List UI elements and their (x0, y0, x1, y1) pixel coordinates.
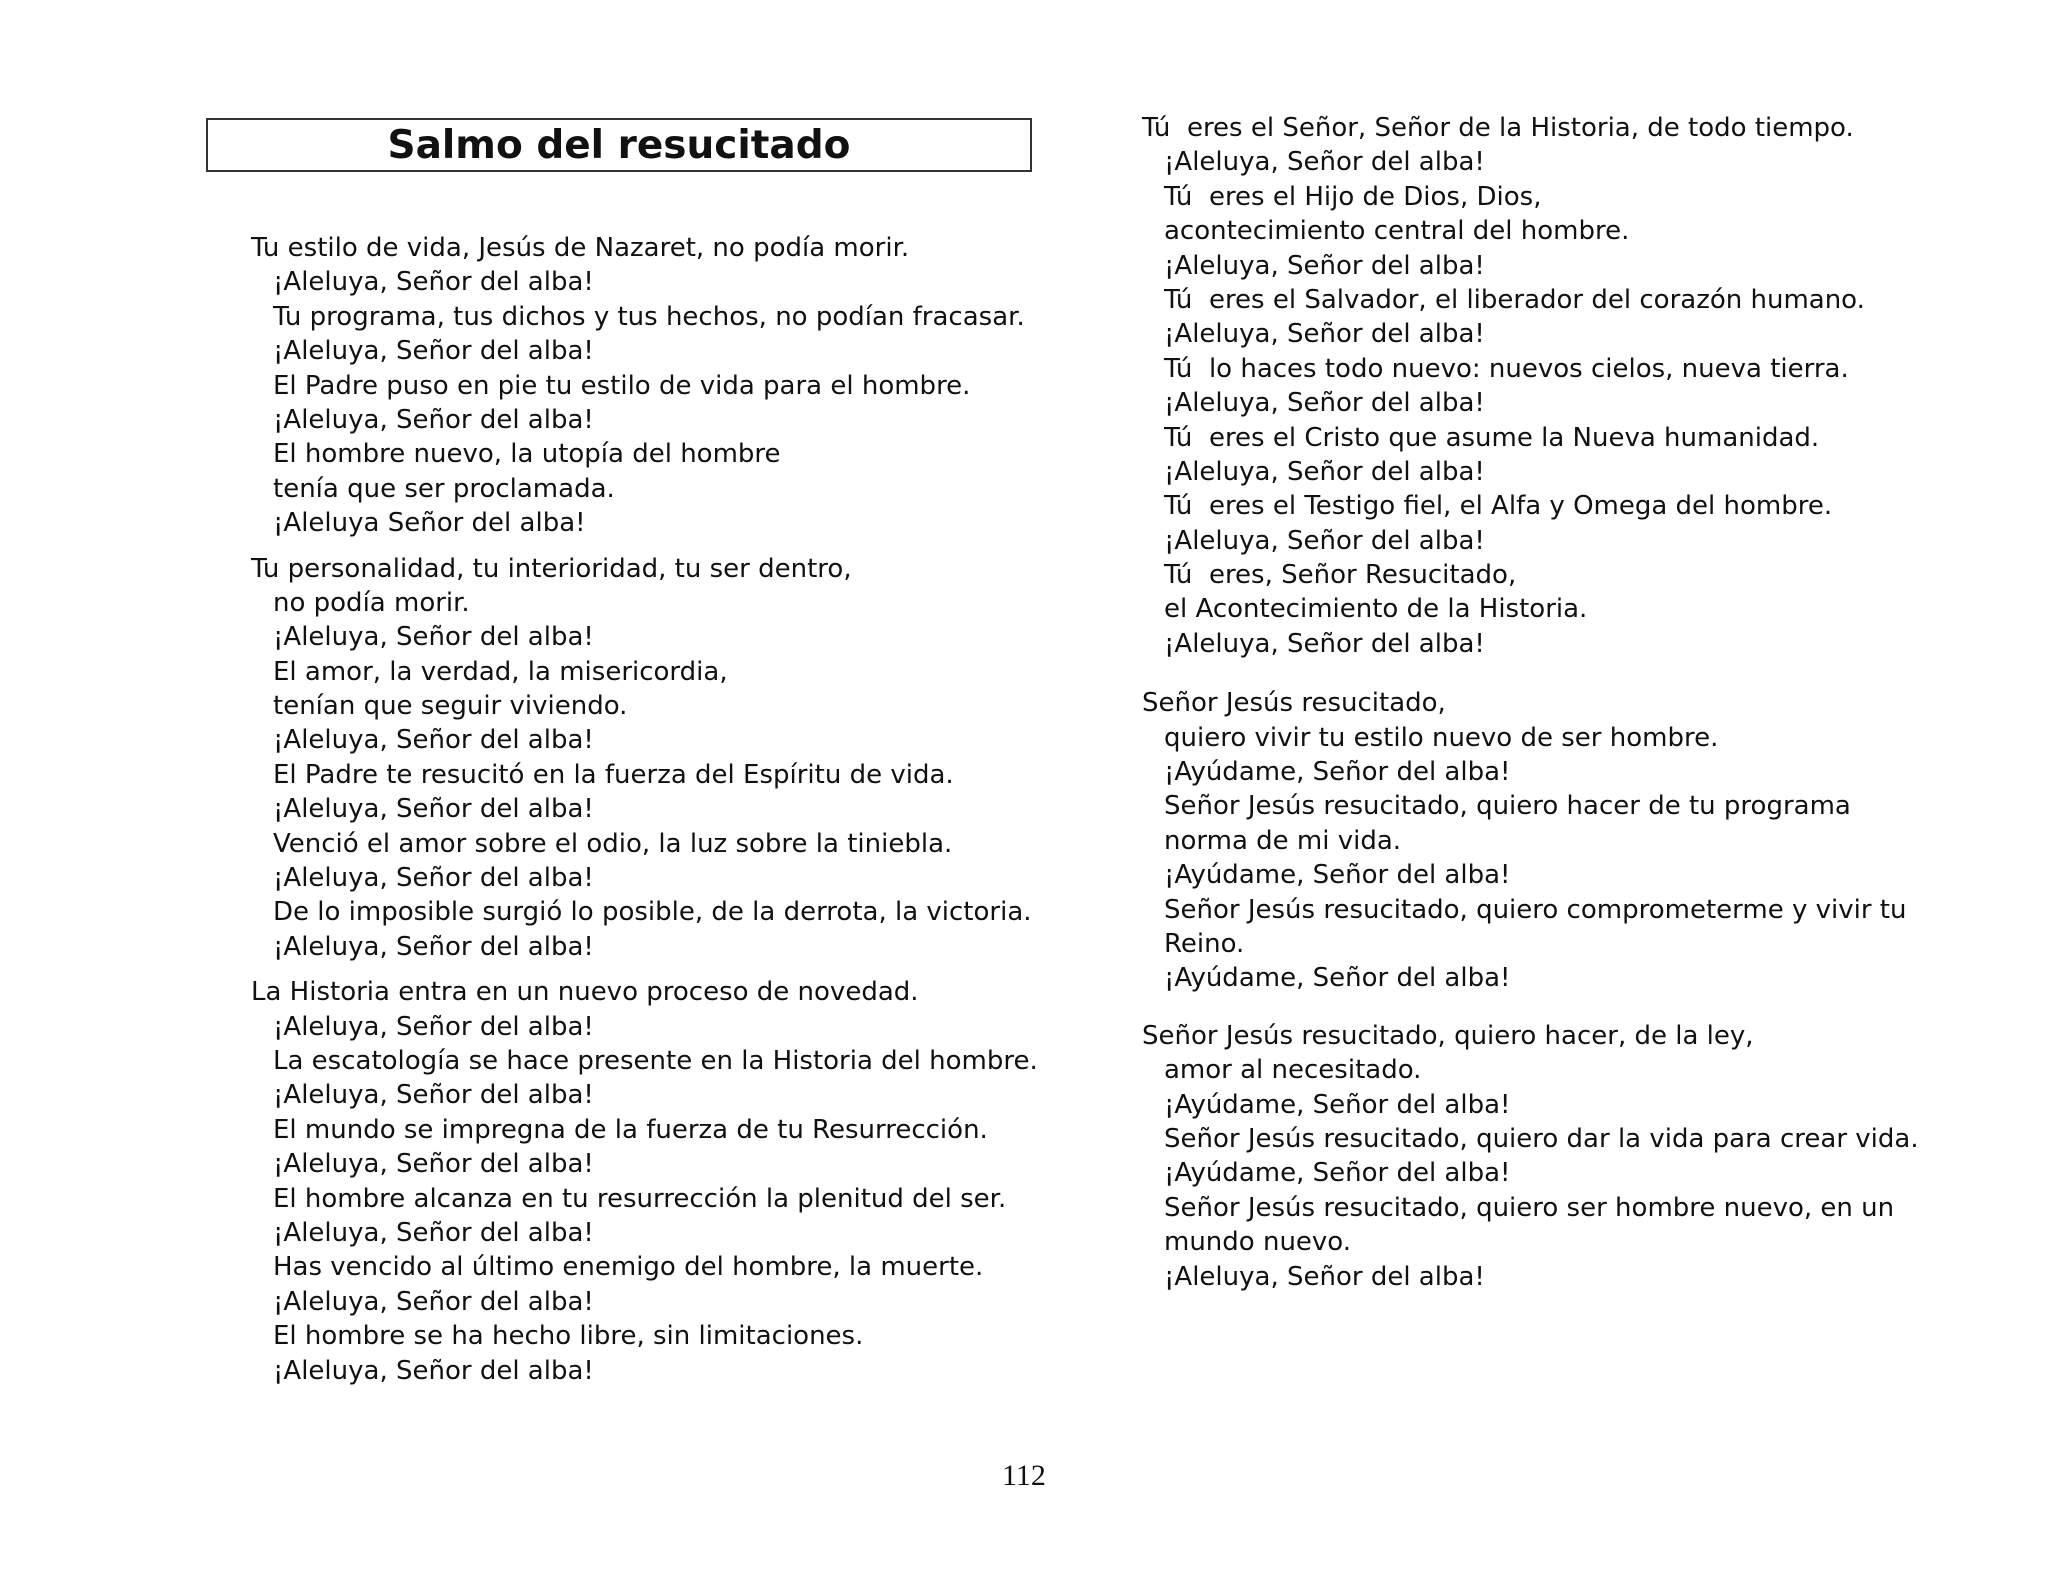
verse-line: El amor, la verdad, la misericordia, (273, 656, 728, 687)
verse-line: Señor Jesús resucitado, quiero ser hombre nuevo, en un (1164, 1192, 1895, 1223)
page-number: 112 (1002, 1459, 1046, 1492)
refrain-line: ¡Aleluya, Señor del alba! (273, 404, 594, 435)
refrain-line: ¡Ayúdame, Señor del alba! (1164, 757, 1511, 788)
verse-line: norma de mi vida. (1164, 825, 1402, 856)
refrain-line: ¡Aleluya, Señor del alba! (1164, 388, 1485, 419)
refrain-line: ¡Aleluya, Señor del alba! (1164, 1261, 1485, 1292)
verse-line: El hombre se ha hecho libre, sin limitaciones. (273, 1321, 864, 1352)
refrain-line: ¡Aleluya, Señor del alba! (273, 725, 594, 756)
verse-line: mundo nuevo. (1164, 1227, 1352, 1258)
refrain-line: ¡Aleluya, Señor del alba! (273, 1149, 594, 1180)
left-column (251, 231, 1038, 1388)
verse-line: Reino. (1164, 928, 1245, 959)
refrain-line: ¡Aleluya, Señor del alba! (273, 1355, 594, 1386)
refrain-line: ¡Aleluya, Señor del alba! (273, 1217, 594, 1248)
verse-line: el Acontecimiento de la Historia. (1164, 594, 1588, 625)
verse-line: Tú eres el Señor, Señor de la Historia, de todo tiempo. (1142, 113, 1854, 143)
verse-line: Señor Jesús resucitado, quiero dar la vida para crear vida. (1164, 1123, 1919, 1154)
refrain-line: ¡Aleluya, Señor del alba! (273, 1080, 594, 1111)
verse-line: El Padre puso en pie tu estilo de vida para el hombre. (273, 370, 971, 401)
title-box (206, 118, 1032, 172)
verse-line: De lo imposible surgió lo posible, de la derrota, la victoria. (273, 897, 1032, 928)
stanza (1142, 111, 1919, 661)
stanza (251, 552, 1038, 965)
stanza (251, 975, 1038, 1388)
verse-line: El mundo se impregna de la fuerza de tu Resurrección. (273, 1114, 988, 1145)
refrain-line: ¡Aleluya, Señor del alba! (1164, 456, 1485, 487)
refrain-line: ¡Aleluya, Señor del alba! (273, 863, 594, 894)
page-title: Salmo del resucitado (387, 123, 851, 168)
verse-line: acontecimiento central del hombre. (1164, 216, 1630, 247)
verse-line: La escatología se hace presente en la Historia del hombre. (273, 1045, 1038, 1076)
verse-line: amor al necesitado. (1164, 1055, 1422, 1086)
refrain-line: ¡Aleluya, Señor del alba! (1164, 250, 1485, 281)
refrain-line: ¡Aleluya, Señor del alba! (273, 336, 594, 367)
stanza (1142, 686, 1919, 996)
refrain-line: ¡Aleluya, Señor del alba! (273, 267, 594, 298)
refrain-line: ¡Aleluya, Señor del alba! (273, 794, 594, 825)
verse-line: tenía que ser proclamada. (273, 473, 615, 504)
verse-line: no podía morir. (273, 587, 470, 618)
refrain-line: ¡Ayúdame, Señor del alba! (1164, 860, 1511, 891)
refrain-line: ¡Aleluya, Señor del alba! (273, 622, 594, 653)
verse-line: Tú eres el Cristo que asume la Nueva humanidad. (1164, 422, 1820, 453)
verse-line: Tú eres el Hijo de Dios, Dios, (1164, 181, 1542, 212)
verse-line: tenían que seguir viviendo. (273, 691, 628, 722)
verse-line: Venció el amor sobre el odio, la luz sobre la tiniebla. (273, 828, 953, 859)
refrain-line: ¡Ayúdame, Señor del alba! (1164, 1089, 1511, 1120)
verse-line: Tu programa, tus dichos y tus hechos, no podían fracasar. (273, 301, 1025, 332)
verse-line: Tu personalidad, tu interioridad, tu ser dentro, (251, 553, 852, 584)
refrain-line: ¡Aleluya, Señor del alba! (1164, 147, 1485, 178)
verse-line: Señor Jesús resucitado, quiero hacer de tu programa (1164, 791, 1851, 822)
refrain-line: ¡Aleluya, Señor del alba! (273, 1011, 594, 1042)
refrain-line: ¡Aleluya Señor del alba! (273, 508, 586, 539)
refrain-line: ¡Ayúdame, Señor del alba! (1164, 963, 1511, 994)
refrain-line: ¡Ayúdame, Señor del alba! (1164, 1158, 1511, 1189)
stanza (251, 231, 1038, 541)
refrain-line: ¡Aleluya, Señor del alba! (1164, 319, 1485, 350)
verse-line: Tú eres el Testigo fiel, el Alfa y Omega del hombre. (1164, 491, 1833, 522)
refrain-line: ¡Aleluya, Señor del alba! (1164, 525, 1485, 556)
refrain-line: ¡Aleluya, Señor del alba! (273, 931, 594, 962)
verse-line: Tú eres el Salvador, el liberador del corazón humano. (1164, 284, 1865, 315)
verse-line: Tu estilo de vida, Jesús de Nazaret, no podía morir. (251, 233, 910, 263)
refrain-line: ¡Aleluya, Señor del alba! (1164, 628, 1485, 659)
verse-line: Tú lo haces todo nuevo: nuevos cielos, nueva tierra. (1164, 353, 1849, 384)
verse-line: Señor Jesús resucitado, quiero comprometerme y vivir tu (1164, 894, 1907, 925)
right-column (1142, 111, 1919, 1294)
verse-line: El Padre te resucitó en la fuerza del Espíritu de vida. (273, 759, 954, 790)
stanza (1142, 1019, 1919, 1294)
verse-line: Señor Jesús resucitado, quiero hacer, de la ley, (1142, 1020, 1754, 1051)
verse-line: Tú eres, Señor Resucitado, (1164, 560, 1517, 591)
refrain-line: ¡Aleluya, Señor del alba! (273, 1286, 594, 1317)
verse-line: El hombre nuevo, la utopía del hombre (273, 439, 781, 470)
verse-line: Señor Jesús resucitado, (1142, 688, 1446, 719)
verse-line: Has vencido al último enemigo del hombre, la muerte. (273, 1252, 984, 1283)
verse-line: El hombre alcanza en tu resurrección la plenitud del ser. (273, 1183, 1007, 1214)
verse-line: La Historia entra en un nuevo proceso de novedad. (251, 977, 919, 1008)
verse-line: quiero vivir tu estilo nuevo de ser hombre. (1164, 722, 1719, 753)
